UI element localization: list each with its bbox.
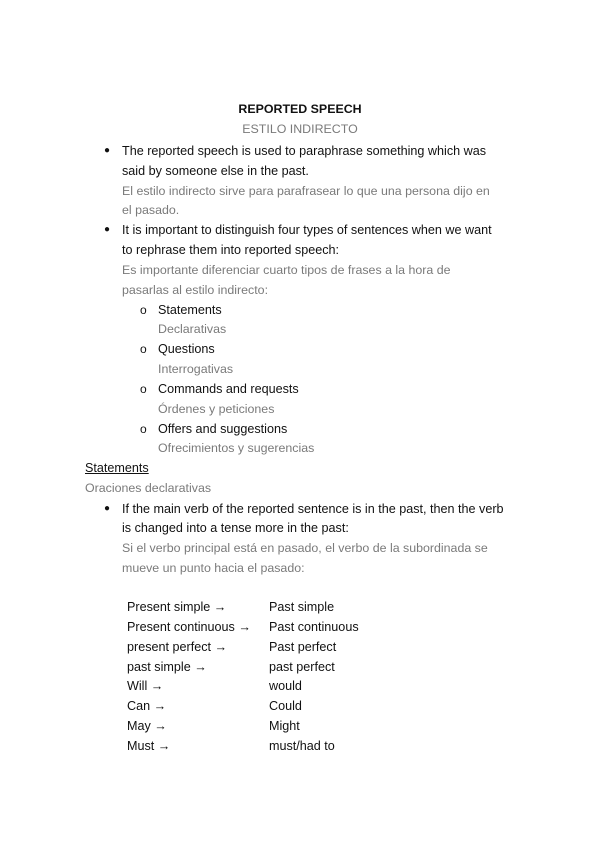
sub-bullet-marker: o xyxy=(140,422,147,436)
tense-to: Past simple xyxy=(269,600,335,614)
document-subtitle: ESTILO INDIRECTO xyxy=(242,122,358,136)
bullet-marker: ● xyxy=(104,224,111,235)
tense-from: Present continuous → xyxy=(127,620,251,634)
type-en: Questions xyxy=(158,342,215,356)
bullet3-es-line2: mueve un punto hacia el pasado: xyxy=(122,561,305,575)
type-en: Commands and requests xyxy=(158,382,299,396)
bullet3-es-line1: Si el verbo principal está en pasado, el verbo de la subordinada se xyxy=(122,541,488,555)
tense-from: present perfect → xyxy=(127,640,228,654)
bullet2-es-line2: pasarlas al estilo indirecto: xyxy=(122,283,269,297)
bullet3-en-line2: is changed into a tense more in the past: xyxy=(122,521,349,535)
bullet1-es-line2: el pasado. xyxy=(122,203,180,217)
type-en: Offers and suggestions xyxy=(158,422,288,436)
tense-to: Past continuous xyxy=(269,620,359,634)
tense-to: Past perfect xyxy=(269,640,337,654)
tense-to: Could xyxy=(269,699,302,713)
document-title: REPORTED SPEECH xyxy=(238,102,362,116)
type-es: Interrogativas xyxy=(158,362,234,376)
type-es: Órdenes y peticiones xyxy=(158,402,275,416)
tense-to: must/had to xyxy=(269,739,335,753)
bullet3-en-line1: If the main verb of the reported sentence is in the past, then the verb xyxy=(122,502,504,516)
bullet1-en-line1: The reported speech is used to paraphrase something which was xyxy=(122,144,487,158)
type-en: Statements xyxy=(158,303,222,317)
tense-from: past simple → xyxy=(127,660,207,674)
type-es: Declarativas xyxy=(158,322,227,336)
tense-to: past perfect xyxy=(269,660,335,674)
tense-from: May → xyxy=(127,719,167,733)
bullet2-en-line1: It is important to distinguish four types of sentences when we want xyxy=(122,223,492,237)
tense-from: Present simple → xyxy=(127,600,227,614)
tense-from: Can → xyxy=(127,699,167,713)
sub-bullet-marker: o xyxy=(140,382,147,396)
tense-to: Might xyxy=(269,719,300,733)
sub-bullet-marker: o xyxy=(140,303,147,317)
bullet1-es-line1: El estilo indirecto sirve para parafrasear lo que una persona dijo en xyxy=(122,184,490,198)
tense-to: would xyxy=(269,679,302,693)
sub-bullet-marker: o xyxy=(140,342,147,356)
bullet1-en-line2: said by someone else in the past. xyxy=(122,164,309,178)
section-heading-translation: Oraciones declarativas xyxy=(85,481,212,495)
tense-from: Must → xyxy=(127,739,171,753)
section-heading: Statements xyxy=(85,461,149,475)
bullet2-es-line1: Es importante diferenciar cuarto tipos de frases a la hora de xyxy=(122,263,451,277)
tense-from: Will → xyxy=(127,679,164,693)
type-es: Ofrecimientos y sugerencias xyxy=(158,441,315,455)
bullet-marker: ● xyxy=(104,145,111,156)
bullet-marker: ● xyxy=(104,503,111,514)
bullet2-en-line2: to rephrase them into reported speech: xyxy=(122,243,340,257)
